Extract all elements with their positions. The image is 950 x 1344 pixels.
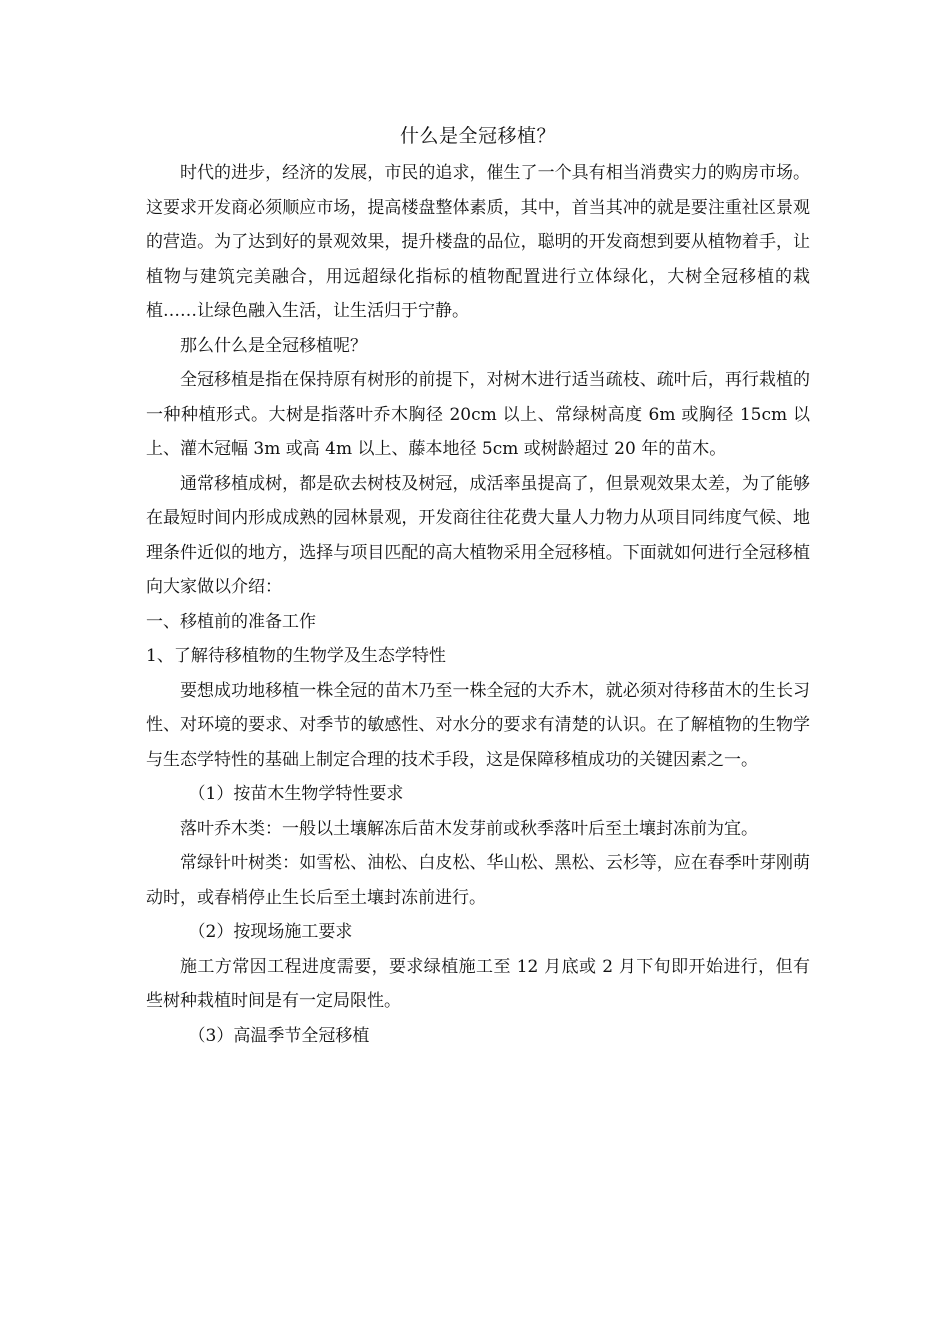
paragraph-evergreen: 常绿针叶树类：如雪松、油松、白皮松、华山松、黑松、云杉等，应在春季叶芽刚萌动时，或春梢停止生长后至土壤封冻前进行。 (146, 853, 810, 908)
document-title: 什么是全冠移植？ (399, 125, 556, 147)
paragraph-intro: 时代的进步，经济的发展，市民的追求，催生了一个具有相当消费实力的购房市场。这要求开发商必须顺应市场，提高楼盘整体素质，其中，首当其冲的就是要注重社区景观的营造。为了达到好的景观效果，提升楼盘的品位，聪明的开发商想到要从植物着手，让植物与建筑完美融合，用远超绿化指标的植物配置进行立体绿化，大树全冠移植的栽植……让绿色融入生活，让生活归于宁静。 (146, 163, 810, 321)
section-heading-1: 一、移植前的准备工作 (146, 611, 316, 632)
item-heading-3: （3）高温季节全冠移植 (188, 1025, 370, 1046)
paragraph-background: 通常移植成树，都是砍去树枝及树冠，成活率虽提高了，但景观效果太差，为了能够在最短时间内形成成熟的园林景观，开发商往往花费大量人力物力从项目同纬度气候、地理条件近似的地方，选择与项目匹配的高大植物采用全冠移植。下面就如何进行全冠移植向大家做以介绍： (146, 473, 810, 597)
item-heading-2: （2）按现场施工要求 (188, 922, 353, 942)
item-heading-1: （1）按苗木生物学特性要求 (188, 784, 404, 804)
paragraph-question: 那么什么是全冠移植呢？ (180, 335, 367, 356)
document-page (146, 118, 810, 1053)
paragraph-characteristics: 要想成功地移植一株全冠的苗木乃至一株全冠的大乔木，就必须对待移苗木的生长习性、对环境的要求、对季节的敏感性、对水分的要求有清楚的认识。在了解植物的生物学与生态学特性的基础上制定合理的技术手段，这是保障移植成功的关键因素之一。 (146, 680, 810, 770)
paragraph-deciduous: 落叶乔木类：一般以土壤解冻后苗木发芽前或秋季落叶后至土壤封冻前为宜。 (180, 818, 758, 839)
subsection-heading-1-1: 1、了解待移植物的生物学及生态学特性 (146, 646, 446, 666)
paragraph-definition: 全冠移植是指在保持原有树形的前提下，对树木进行适当疏枝、疏叶后，再行栽植的一种种植形式。大树是指落叶乔木胸径 20cm 以上、常绿树高度 6m 或胸径 15cm 以上、灌木冠幅 3m 或高 4m 以上、藤本地径 5cm 或树龄超过 20 年的苗木。 (146, 370, 810, 459)
paragraph-construction: 施工方常因工程进度需要，要求绿植施工至 12 月底或 2 月下旬即开始进行，但有些树种栽植时间是有一定局限性。 (146, 956, 810, 1011)
